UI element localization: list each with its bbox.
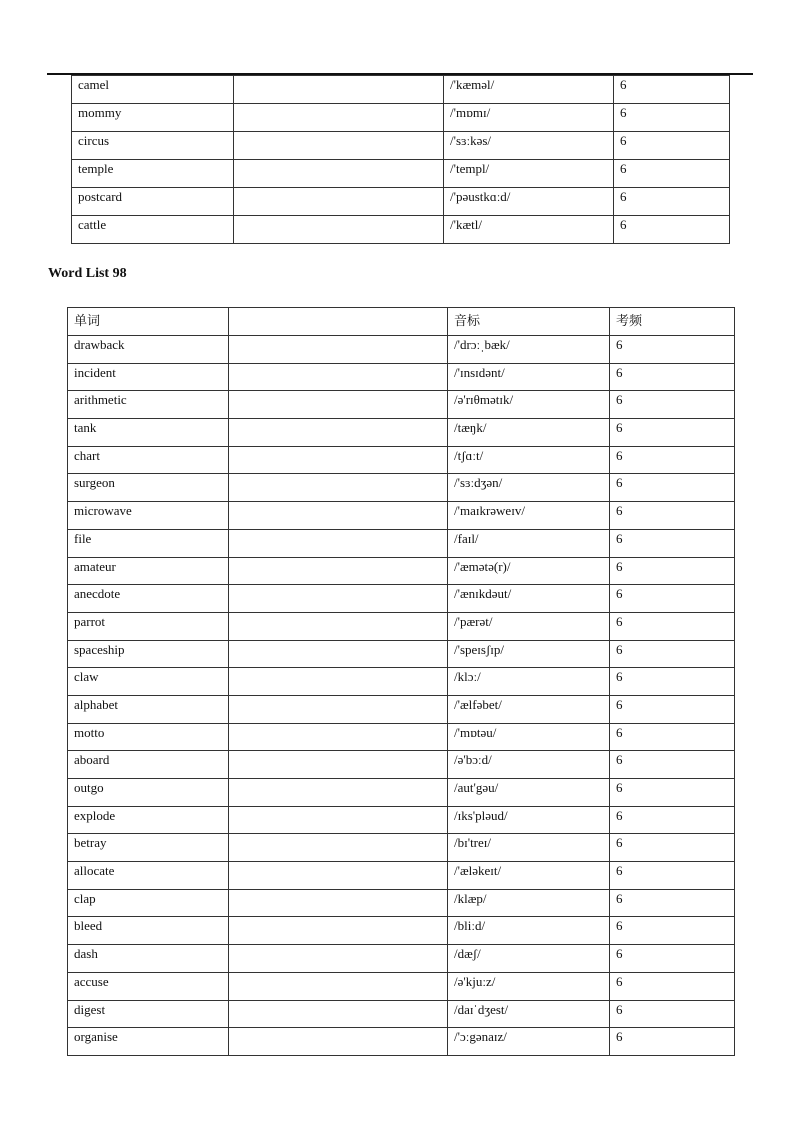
word-cell: mommy [72,104,234,132]
word-cell: digest [68,1000,229,1028]
frequency-cell: 6 [610,585,735,613]
phonetic-cell: /'templ/ [444,160,614,188]
table-row [68,834,735,862]
previous-word-table [71,75,730,244]
phonetic-cell: /'pəustkɑːd/ [444,188,614,216]
meaning-cell [229,889,448,917]
table-row [68,862,735,890]
table-row [68,391,735,419]
word-cell: alphabet [68,695,229,723]
meaning-cell [229,834,448,862]
table-row [68,972,735,1000]
table-header-row [68,308,735,336]
word-cell: accuse [68,972,229,1000]
meaning-cell [229,474,448,502]
word-cell: motto [68,723,229,751]
meaning-cell [229,695,448,723]
frequency-cell: 6 [610,502,735,530]
frequency-cell: 6 [610,751,735,779]
phonetic-cell: /klæp/ [448,889,610,917]
table-row [72,76,730,104]
phonetic-cell: /'sɜːkəs/ [444,132,614,160]
phonetic-cell: /bɪ'treɪ/ [448,834,610,862]
frequency-cell: 6 [610,529,735,557]
word-cell: circus [72,132,234,160]
word-cell: aboard [68,751,229,779]
word-cell: file [68,529,229,557]
meaning-cell [229,640,448,668]
table-row [68,529,735,557]
frequency-cell: 6 [610,834,735,862]
word-cell: arithmetic [68,391,229,419]
meaning-cell [229,945,448,973]
word-cell: drawback [68,336,229,364]
word-cell: camel [72,76,234,104]
previous-word-table-body [72,76,730,244]
meaning-cell [234,216,444,244]
word-cell: outgo [68,779,229,807]
word-list-table [67,307,735,1056]
word-cell: organise [68,1028,229,1056]
table-row [68,945,735,973]
phonetic-cell: /'pærət/ [448,612,610,640]
meaning-cell [229,972,448,1000]
frequency-cell: 6 [610,668,735,696]
phonetic-cell: /faɪl/ [448,529,610,557]
word-cell: parrot [68,612,229,640]
table-row [68,612,735,640]
frequency-cell: 6 [610,557,735,585]
frequency-cell: 6 [610,695,735,723]
phonetic-cell: /'maɪkrəweɪv/ [448,502,610,530]
word-cell: cattle [72,216,234,244]
table-row [68,668,735,696]
meaning-cell [229,557,448,585]
meaning-cell [234,160,444,188]
meaning-cell [234,188,444,216]
phonetic-cell: /'sɜːdʒən/ [448,474,610,502]
frequency-cell: 6 [614,188,730,216]
meaning-cell [234,104,444,132]
table-row [72,216,730,244]
meaning-cell [229,668,448,696]
phonetic-cell: /'speɪsʃɪp/ [448,640,610,668]
table-row [68,446,735,474]
meaning-cell [229,336,448,364]
frequency-cell: 6 [610,640,735,668]
word-cell: temple [72,160,234,188]
frequency-cell: 6 [610,446,735,474]
table-row [68,723,735,751]
meaning-cell [234,132,444,160]
word-cell: claw [68,668,229,696]
phonetic-cell: /'ɪnsɪdənt/ [448,363,610,391]
meaning-cell [229,363,448,391]
word-cell: allocate [68,862,229,890]
meaning-cell [229,529,448,557]
table-row [68,695,735,723]
phonetic-cell: /ə'kjuːz/ [448,972,610,1000]
word-cell: clap [68,889,229,917]
frequency-cell: 6 [610,1000,735,1028]
table-row [68,502,735,530]
header-meaning [229,308,448,336]
meaning-cell [229,917,448,945]
frequency-cell: 6 [610,945,735,973]
frequency-cell: 6 [610,889,735,917]
phonetic-cell: /ɪks'pləud/ [448,806,610,834]
table-row [72,188,730,216]
table-row [68,889,735,917]
meaning-cell [229,723,448,751]
table-row [68,779,735,807]
word-cell: anecdote [68,585,229,613]
table-row [72,132,730,160]
meaning-cell [234,76,444,104]
meaning-cell [229,502,448,530]
word-cell: betray [68,834,229,862]
table-row [68,806,735,834]
phonetic-cell: /ə'bɔːd/ [448,751,610,779]
word-cell: dash [68,945,229,973]
phonetic-cell: /'drɔːˌbæk/ [448,336,610,364]
word-cell: explode [68,806,229,834]
frequency-cell: 6 [614,76,730,104]
frequency-cell: 6 [610,972,735,1000]
phonetic-cell: /ə'rɪθmətɪk/ [448,391,610,419]
table-row [68,557,735,585]
phonetic-cell: /bliːd/ [448,917,610,945]
table-row [72,160,730,188]
phonetic-cell: /tʃɑːt/ [448,446,610,474]
frequency-cell: 6 [610,862,735,890]
table-row [68,474,735,502]
phonetic-cell: /'mɒmɪ/ [444,104,614,132]
word-cell: tank [68,419,229,447]
word-cell: amateur [68,557,229,585]
frequency-cell: 6 [610,779,735,807]
table-row [68,640,735,668]
table-row [72,104,730,132]
phonetic-cell: /'ænɪkdəut/ [448,585,610,613]
frequency-cell: 6 [610,612,735,640]
frequency-cell: 6 [610,363,735,391]
frequency-cell: 6 [610,723,735,751]
frequency-cell: 6 [610,474,735,502]
word-list-table-body [68,308,735,1056]
phonetic-cell: /'ɔːgənaɪz/ [448,1028,610,1056]
header-frequency: 考频 [610,308,735,336]
frequency-cell: 6 [610,336,735,364]
frequency-cell: 6 [610,419,735,447]
word-cell: chart [68,446,229,474]
meaning-cell [229,1000,448,1028]
meaning-cell [229,779,448,807]
word-cell: incident [68,363,229,391]
phonetic-cell: /aut'gəu/ [448,779,610,807]
phonetic-cell: /dæʃ/ [448,945,610,973]
frequency-cell: 6 [614,132,730,160]
meaning-cell [229,419,448,447]
table-row [68,1028,735,1056]
frequency-cell: 6 [614,104,730,132]
table-row [68,419,735,447]
frequency-cell: 6 [614,216,730,244]
table-row [68,751,735,779]
word-cell: bleed [68,917,229,945]
word-cell: surgeon [68,474,229,502]
meaning-cell [229,612,448,640]
table-row [68,363,735,391]
meaning-cell [229,391,448,419]
phonetic-cell: /'æləkeɪt/ [448,862,610,890]
header-phonetic: 音标 [448,308,610,336]
meaning-cell [229,1028,448,1056]
word-cell: postcard [72,188,234,216]
table-row [68,585,735,613]
frequency-cell: 6 [610,391,735,419]
frequency-cell: 6 [610,1028,735,1056]
phonetic-cell: /klɔː/ [448,668,610,696]
phonetic-cell: /'æmətə(r)/ [448,557,610,585]
meaning-cell [229,806,448,834]
frequency-cell: 6 [610,806,735,834]
phonetic-cell: /daɪˈdʒest/ [448,1000,610,1028]
frequency-cell: 6 [614,160,730,188]
phonetic-cell: /'ælfəbet/ [448,695,610,723]
table-row [68,336,735,364]
word-cell: spaceship [68,640,229,668]
frequency-cell: 6 [610,917,735,945]
section-heading: Word List 98 [48,266,127,281]
phonetic-cell: /tæŋk/ [448,419,610,447]
header-word: 单词 [68,308,229,336]
word-cell: microwave [68,502,229,530]
table-row [68,917,735,945]
meaning-cell [229,862,448,890]
meaning-cell [229,585,448,613]
meaning-cell [229,751,448,779]
phonetic-cell: /'mɒtəu/ [448,723,610,751]
table-row [68,1000,735,1028]
phonetic-cell: /'kætl/ [444,216,614,244]
phonetic-cell: /'kæməl/ [444,76,614,104]
meaning-cell [229,446,448,474]
